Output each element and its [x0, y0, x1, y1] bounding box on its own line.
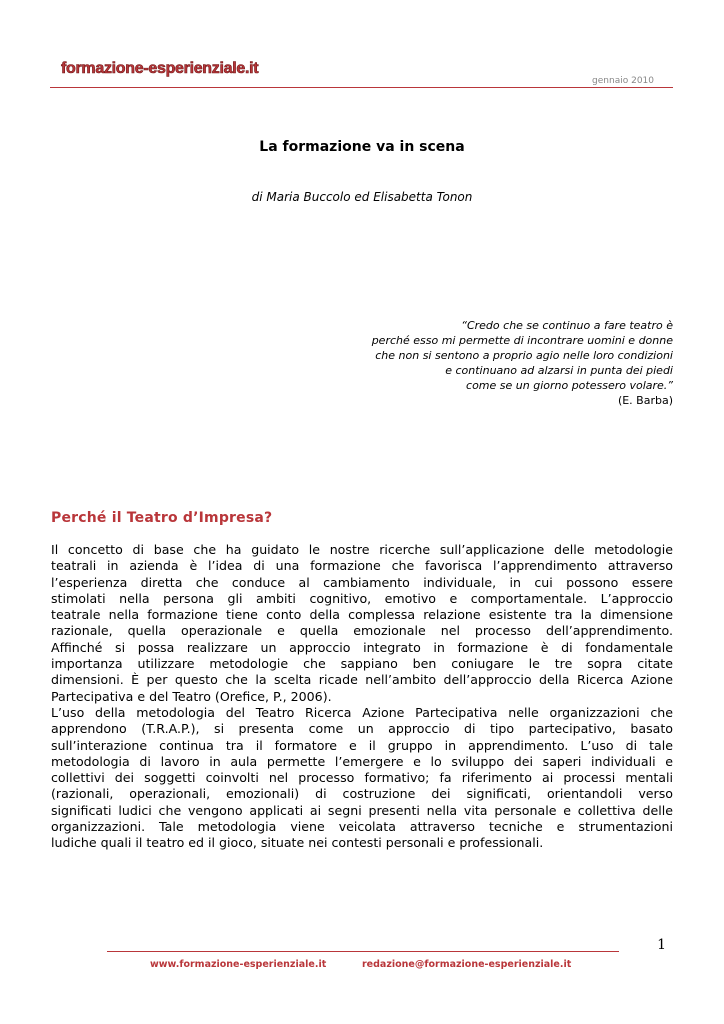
quote-line: perché esso mi permette di incontrare uomini e donne	[371, 334, 673, 347]
footer-divider	[107, 951, 619, 952]
quote-line: come se un giorno potessero volare.”	[466, 379, 673, 392]
svg-text:formazione-esperienziale.it: formazione-esperienziale.it	[61, 60, 259, 77]
body-line: (razionali, operazionali, emozionali) di costruzione dei significati, orientandoli verso	[51, 786, 673, 802]
body-line: Affinché si possa realizzare un approccio integrato in formazione è di fondamentale	[51, 639, 673, 655]
body-line: organizzazioni. Tale metodologia viene veicolata attraverso tecniche e strumentazioni	[51, 819, 673, 835]
body-line: apprendono (T.R.A.P.), si presenta come un approccio di tipo partecipativo, basato	[51, 721, 673, 737]
footer-website-link[interactable]: www.formazione-esperienziale.it	[150, 959, 327, 970]
site-logo	[60, 57, 270, 84]
body-line: metodologia di lavoro in aula permette l’emergere e lo sviluppo dei saperi individuali e	[51, 753, 673, 769]
body-line: ludiche quali il teatro ed il gioco, situate nei contesti personali e professionali.	[51, 835, 544, 851]
body-line: Partecipativa e del Teatro (Orefice, P., 2006).	[51, 688, 332, 704]
epigraph-quote	[273, 318, 673, 408]
quote-line: e continuano ad alzarsi in punta dei piedi	[445, 364, 673, 377]
section-body	[51, 542, 673, 852]
section-heading: Perché il Teatro d’Impresa?	[51, 510, 273, 526]
body-line: stimolati nella persona gli ambiti cognitivo, emotivo e comportamentale. L’approccio	[51, 590, 673, 606]
quote-line: “Credo che se continuo a fare teatro è	[461, 319, 673, 332]
body-line: importanza utilizzare metodologie che sappiano ben coniugare le tre sopra citate	[51, 656, 673, 672]
article-authors: di Maria Buccolo ed Elisabetta Tonon	[251, 190, 473, 204]
article-title: La formazione va in scena	[259, 139, 465, 155]
body-line: L’uso della metodologia del Teatro Ricerca Azione Partecipativa nelle organizzazioni che	[51, 704, 673, 720]
logo-wordmark	[60, 57, 270, 79]
body-line: collettivi dei soggetti coinvolti nel processo formativo; fa riferimento ai processi mentali	[51, 770, 673, 786]
body-line: teatrale nella formazione tiene conto della complessa relazione esistente tra la dimensione	[51, 607, 673, 623]
body-line: sull’interazione continua tra il formatore e il gruppo in apprendimento. L’uso di tale	[51, 737, 673, 753]
page-number: 1	[657, 937, 666, 953]
body-line: l’esperienza diretta che conduce al cambiamento individuale, in cui possono essere	[51, 574, 673, 590]
body-line: Il concetto di base che ha guidato le nostre ricerche sull’applicazione delle metodologie	[51, 542, 673, 557]
body-line: significati ludici che vengono applicati ai segni presenti nella vita personale e collettiva delle	[51, 802, 673, 818]
header-date: gennaio 2010	[592, 76, 654, 86]
quote-line: che non si sentono a proprio agio nelle loro condizioni	[375, 349, 673, 362]
body-line: razionale, quella operazionale e quella emozionale nel processo dell’apprendimento.	[51, 623, 673, 639]
quote-attribution: (E. Barba)	[617, 394, 673, 407]
body-line: teatrali in azienda è l’idea di una formazione che favorisca l’apprendimento attraverso	[51, 558, 673, 574]
footer-email-link[interactable]: redazione@formazione-esperienziale.it	[362, 959, 572, 970]
body-line: dimensioni. È per questo che la scelta ricade nell’ambito dell’approccio della Ricerca Azione	[51, 672, 673, 688]
header-divider	[50, 87, 673, 88]
